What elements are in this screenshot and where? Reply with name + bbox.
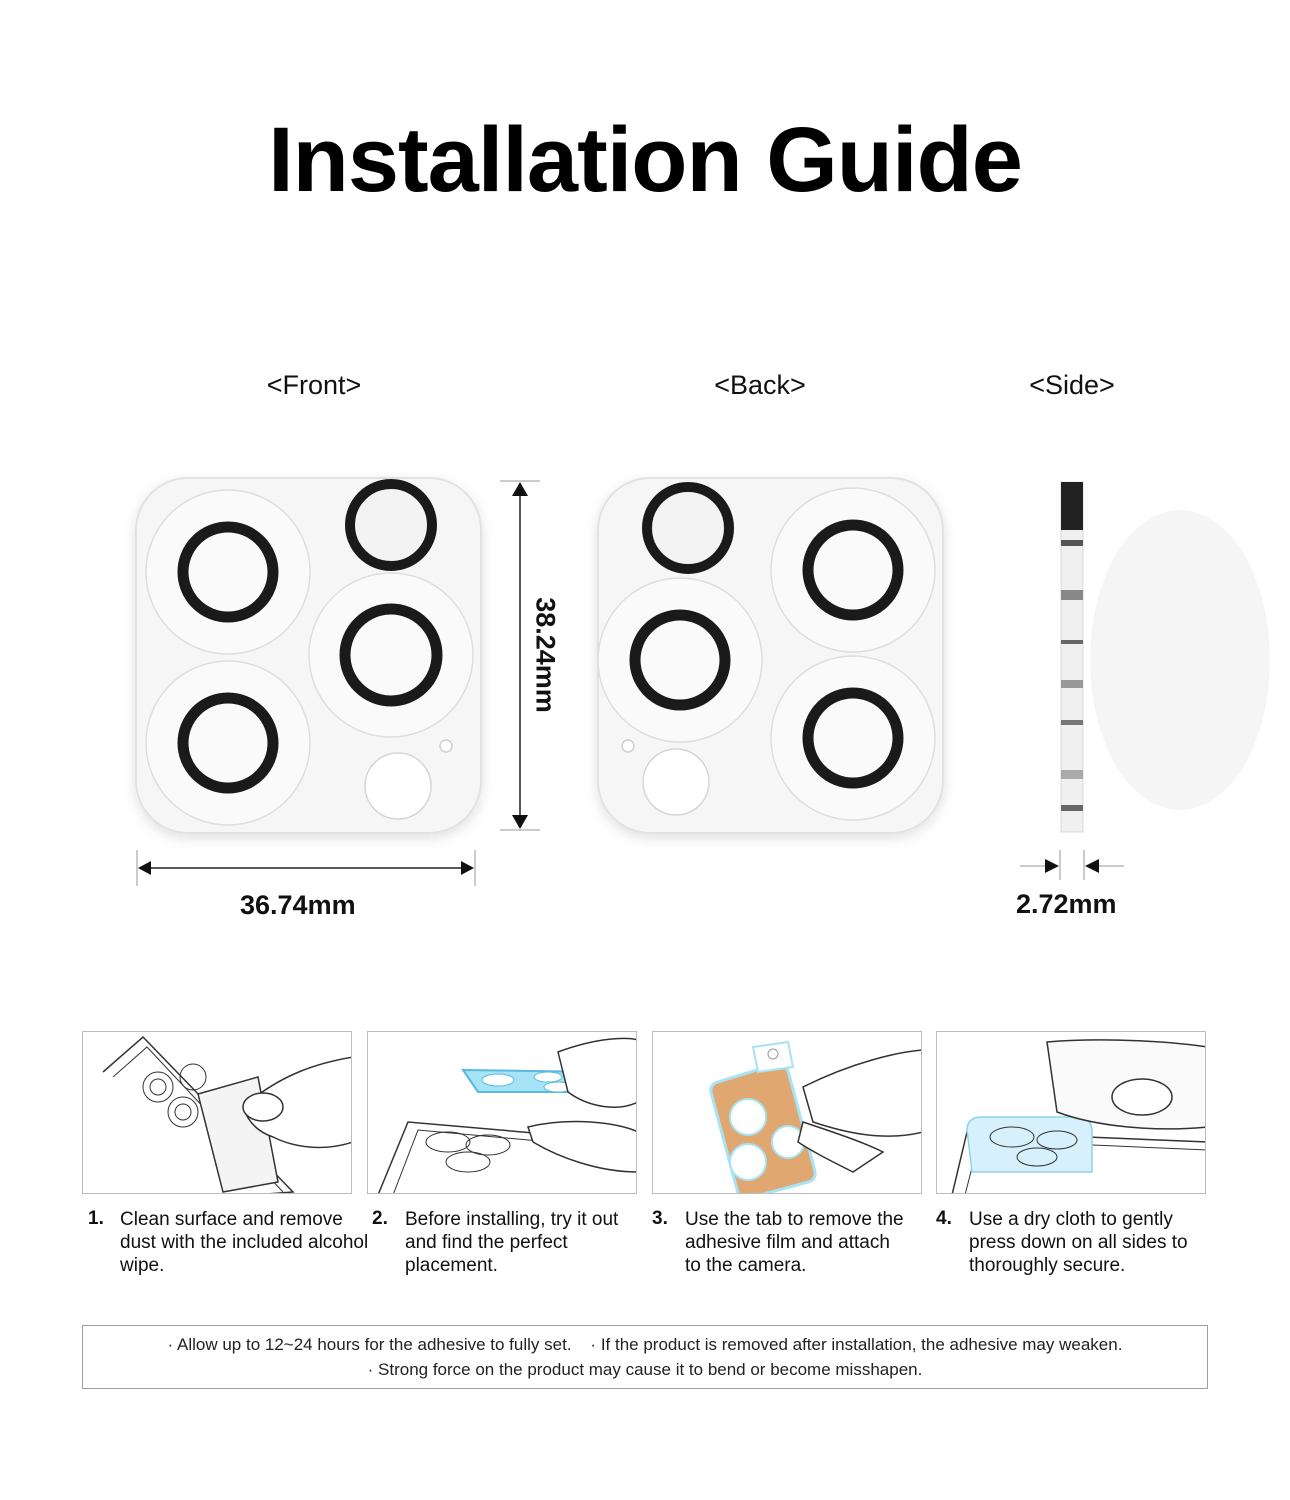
step-1-text: Clean surface and remove dust with the included alcohol wipe. — [120, 1209, 369, 1276]
note-line-1: · Allow up to 12~24 hours for the adhesive to fully set. · If the product is removed after installation, the adhesive may weaken. — [167, 1335, 1123, 1354]
step-1-number: 1. — [88, 1208, 104, 1229]
page-title: Installation Guide — [268, 109, 1022, 211]
press-down-illustration — [937, 1032, 1206, 1194]
step-1-illustration — [82, 1031, 352, 1194]
back-view-label: <Back> — [714, 370, 806, 400]
step-3-text: Use the tab to remove the adhesive film and attach to the camera. — [685, 1209, 904, 1276]
step-4-number: 4. — [936, 1208, 952, 1229]
width-dimension-label: 36.74mm — [240, 890, 356, 920]
remove-film-illustration — [653, 1032, 922, 1194]
note-line-2: · Strong force on the product may cause it to bend or become misshapen. — [367, 1360, 923, 1379]
step-2-illustration — [367, 1031, 637, 1194]
step-4-text: Use a dry cloth to gently press down on all sides to thoroughly secure. — [969, 1209, 1188, 1276]
step-2-text: Before installing, try it out and find the perfect placement. — [405, 1209, 619, 1276]
step-2-number: 2. — [372, 1208, 388, 1229]
caution-notes — [82, 1325, 1208, 1389]
front-view-label: <Front> — [266, 370, 362, 400]
step-3-illustration — [652, 1031, 922, 1194]
step-3-number: 3. — [652, 1208, 668, 1229]
test-fit-illustration — [368, 1032, 637, 1194]
wipe-phone-illustration — [83, 1032, 352, 1194]
height-dimension-label: 38.24mm — [530, 597, 561, 713]
side-view-label: <Side> — [1029, 370, 1115, 400]
step-4-illustration — [936, 1031, 1206, 1194]
thickness-dimension-label: 2.72mm — [1016, 889, 1117, 919]
